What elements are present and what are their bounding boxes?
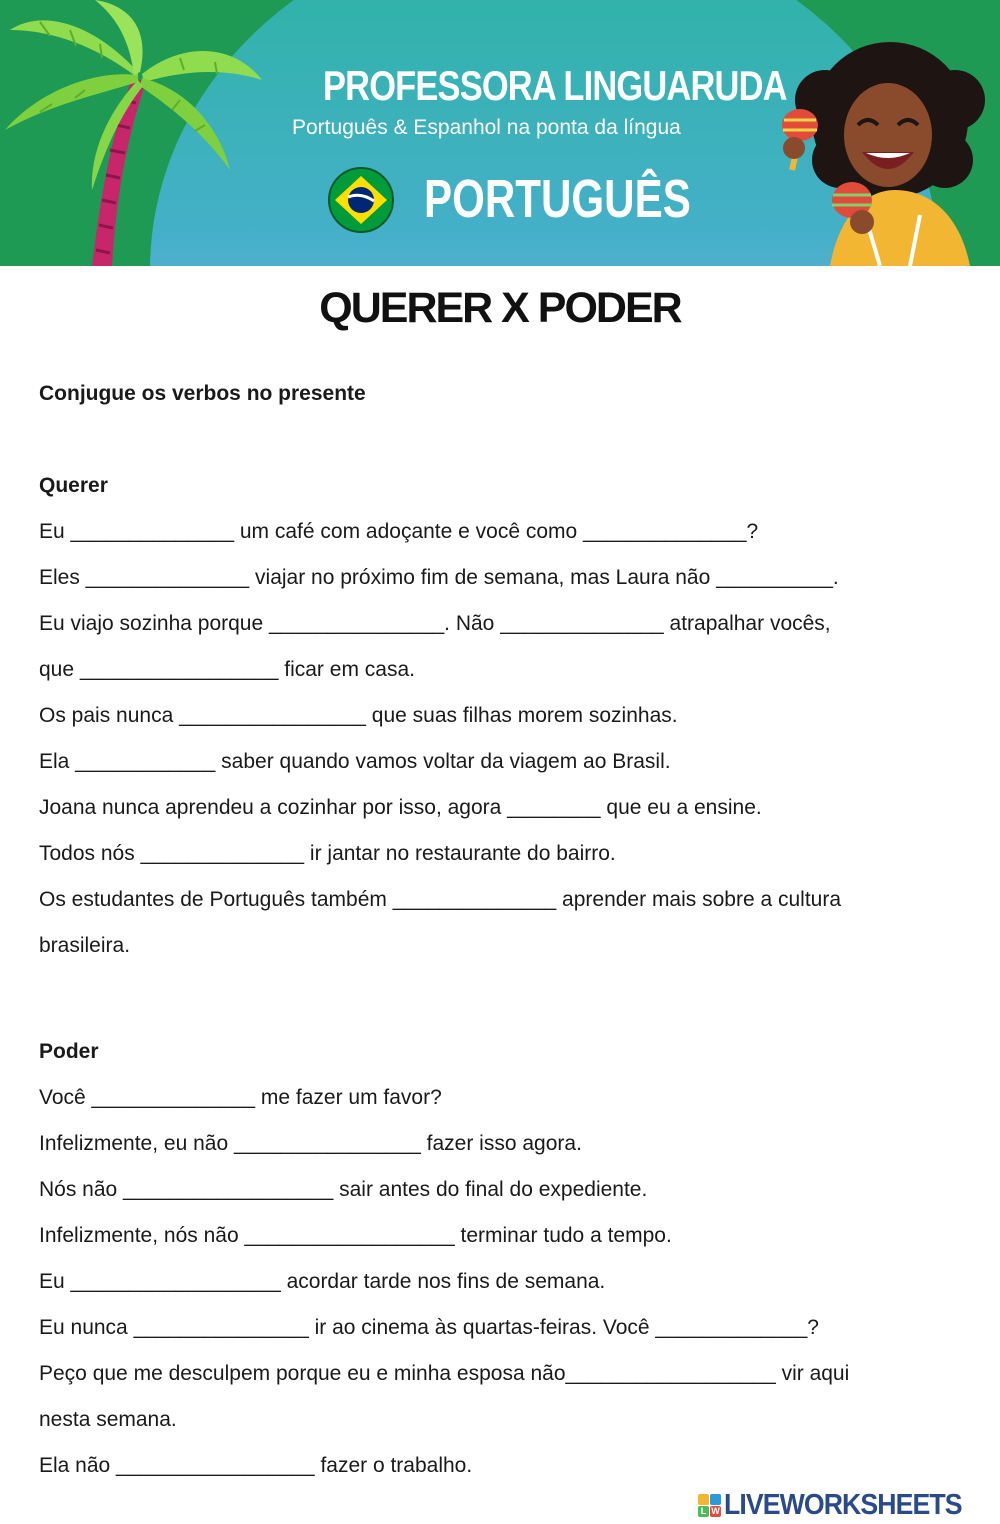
- exercise-line[interactable]: Os estudantes de Português também ______________ aprender mais sobre a cultura: [39, 888, 842, 911]
- exercise-line[interactable]: Nós não __________________ sair antes do final do expediente.: [39, 1178, 648, 1201]
- instruction-text: Conjugue os verbos no presente: [39, 382, 366, 405]
- exercise-line[interactable]: Eu viajo sozinha porque _______________. Não ______________ atrapalhar vocês,: [39, 612, 831, 635]
- worksheet-title: QUERER X PODER: [319, 284, 681, 332]
- exercise-line[interactable]: Peço que me desculpem porque eu e minha esposa não__________________ vir aqui: [39, 1362, 850, 1385]
- language-label: PORTUGUÊS: [424, 169, 691, 229]
- exercise-line[interactable]: Infelizmente, nós não __________________ terminar tudo a tempo.: [39, 1224, 672, 1247]
- header-banner: [0, 0, 1000, 266]
- exercise-line[interactable]: Ela não _________________ fazer o trabalho.: [39, 1454, 473, 1477]
- brazil-flag-icon: [328, 167, 394, 233]
- exercise-line[interactable]: Todos nós ______________ ir jantar no restaurante do bairro.: [39, 842, 616, 865]
- exercise-line[interactable]: Infelizmente, eu não ________________ fazer isso agora.: [39, 1132, 582, 1155]
- exercise-line[interactable]: Eu nunca _______________ ir ao cinema às quartas-feiras. Você _____________?: [39, 1316, 819, 1339]
- exercise-line[interactable]: Joana nunca aprendeu a cozinhar por isso, agora ________ que eu a ensine.: [39, 796, 762, 819]
- brand-tagline: Português & Espanhol na ponta da língua: [292, 116, 681, 139]
- section-title-querer: Querer: [39, 474, 108, 497]
- exercise-line: nesta semana.: [39, 1408, 177, 1431]
- palm-tree-illustration: [0, 0, 270, 266]
- liveworksheets-logo-text: LIVEWORKSHEETS: [724, 1488, 962, 1521]
- brand-name: PROFESSORA LINGUARUDA: [323, 62, 787, 109]
- teacher-avatar-illustration: [770, 40, 1000, 266]
- exercise-line: brasileira.: [39, 934, 131, 957]
- exercise-line[interactable]: Eu __________________ acordar tarde nos fins de semana.: [39, 1270, 606, 1293]
- exercise-line[interactable]: que _________________ ficar em casa.: [39, 658, 415, 681]
- exercise-line[interactable]: Ela ____________ saber quando vamos voltar da viagem ao Brasil.: [39, 750, 671, 773]
- exercise-line[interactable]: Eles ______________ viajar no próximo fim de semana, mas Laura não __________.: [39, 566, 839, 589]
- exercise-line[interactable]: Os pais nunca ________________ que suas filhas morem sozinhas.: [39, 704, 678, 727]
- exercise-line[interactable]: Eu ______________ um café com adoçante e você como ______________?: [39, 520, 759, 543]
- exercise-line[interactable]: Você ______________ me fazer um favor?: [39, 1086, 442, 1109]
- liveworksheets-logo[interactable]: [698, 1488, 982, 1522]
- section-title-poder: Poder: [39, 1040, 99, 1063]
- liveworksheets-logo-icon: L W: [698, 1494, 721, 1517]
- worksheet-body: [39, 378, 969, 1496]
